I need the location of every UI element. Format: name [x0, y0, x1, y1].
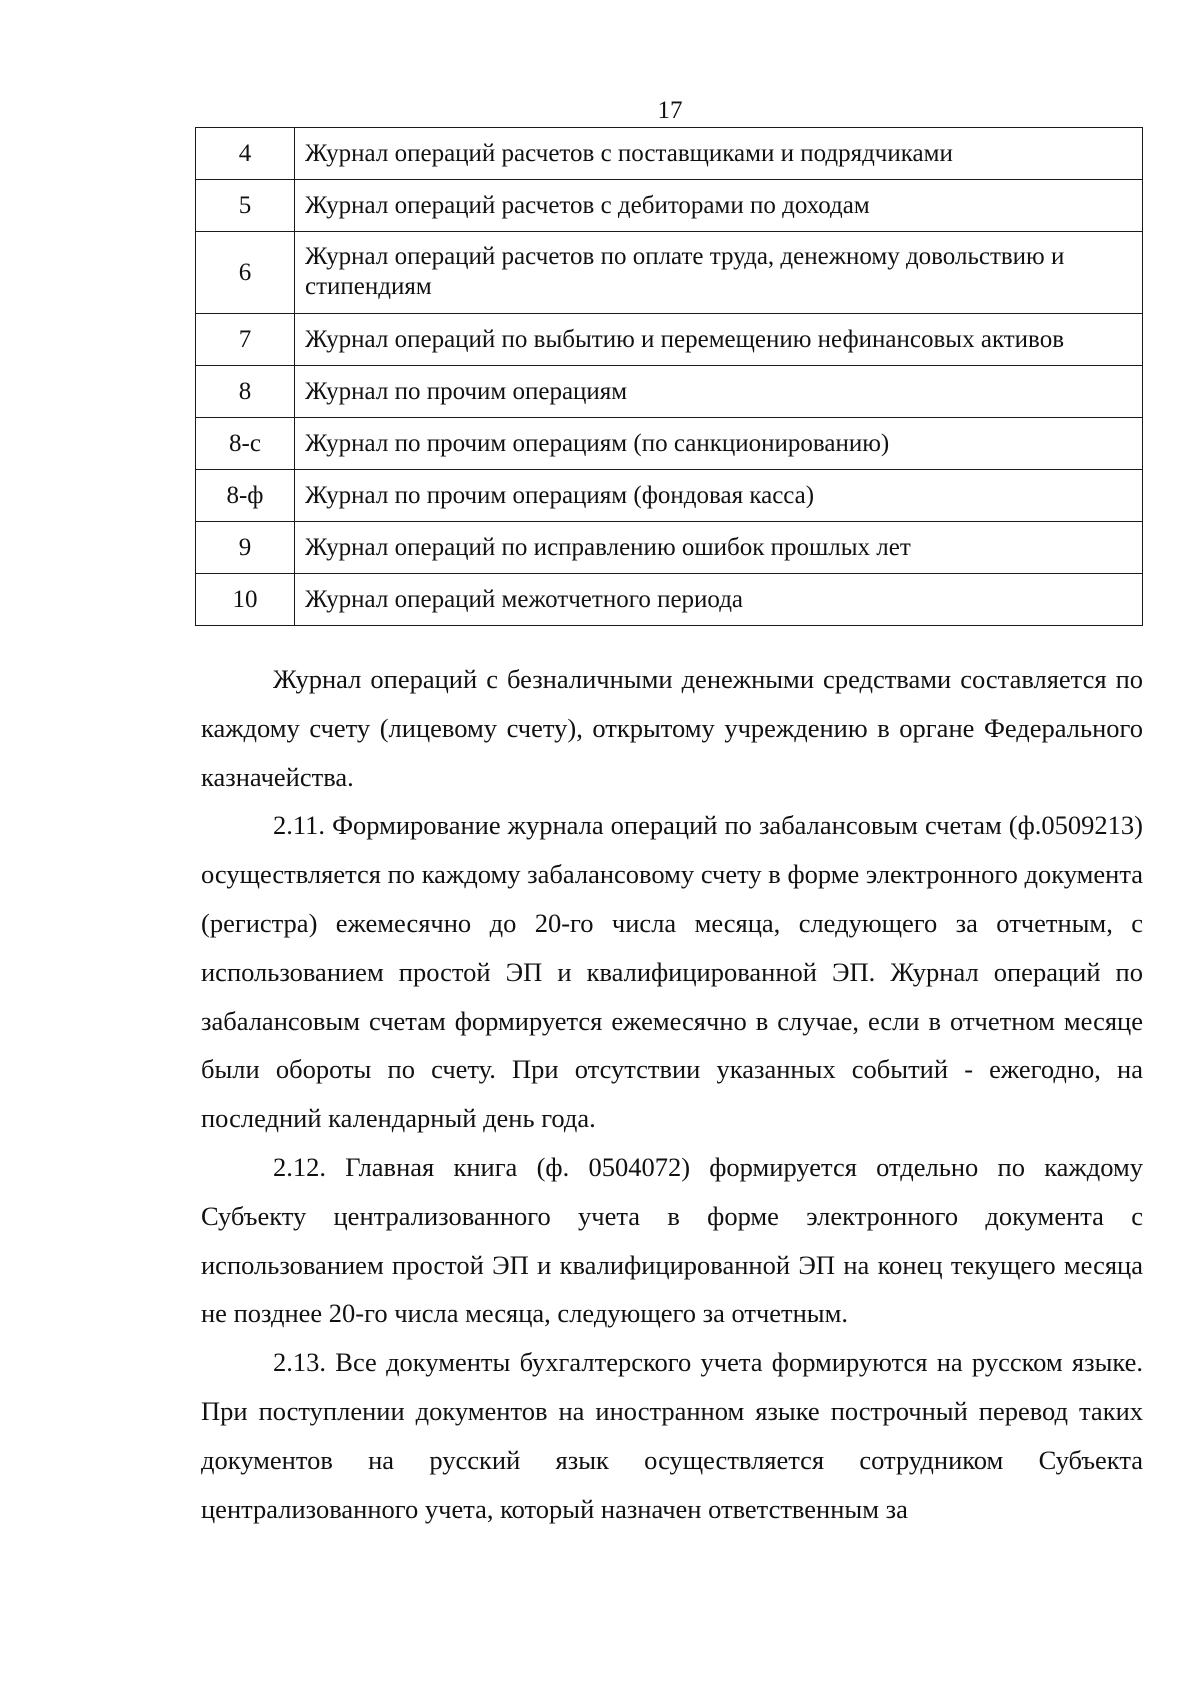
table-row — [196, 366, 1143, 418]
row-number: 8-с — [196, 418, 295, 470]
paragraph-2-12: 2.12. Главная книга (ф. 0504072) формируется отдельно по каждому Субъекту централизованного учета в форме электронного документа с использованием простой ЭП и квалифицированной ЭП на конец текущего месяца не позднее 20-го числа месяца, следующего за отчетным. — [201, 1151, 1143, 1329]
row-number: 8 — [196, 366, 295, 418]
paragraph-2-13: 2.13. Все документы бухгалтерского учета формируются на русском языке. При поступлении документов на иностранном языке построчный перевод таких документов на русский язык осуществляется сотрудником Субъекта централизованного учета, который назначен ответственным за — [201, 1347, 1143, 1524]
journal-name: Журнал операций расчетов по оплате труда, денежному довольствию и стипендиям — [295, 232, 1143, 314]
journal-name: Журнал операций по исправлению ошибок прошлых лет — [295, 522, 1143, 574]
paragraph-2-11: 2.11. Формирование журнала операций по забалансовым счетам (ф.0509213) осуществляется по каждому забалансовому счету в форме электронного документа (регистра) ежемесячно до 20-го числа месяца, следующего за отчетным, с использованием простой ЭП и квалифицированной ЭП. Журнал операций по забалансовым счетам формируется ежемесячно в случае, если в отчетном месяце были обороты по счету. При отсутствии указанных событий - ежегодно, на последний календарный день года. — [201, 810, 1143, 1134]
paragraph-cashless-journal: Журнал операций с безналичными денежными средствами составляется по каждому счету (лицевому счету), открытому учреждению в органе Федерального казначейства. — [201, 664, 1143, 792]
table-row — [196, 180, 1143, 232]
table-row — [196, 314, 1143, 366]
journal-name: Журнал по прочим операциям (по санкционированию) — [295, 418, 1143, 470]
table-row — [196, 418, 1143, 470]
journal-table — [195, 127, 1143, 626]
table-row — [196, 128, 1143, 180]
row-number: 6 — [196, 232, 295, 314]
journal-name: Журнал по прочим операциям (фондовая касса) — [295, 470, 1143, 522]
row-number: 8-ф — [196, 470, 295, 522]
journal-name: Журнал по прочим операциям — [295, 366, 1143, 418]
journal-name: Журнал операций по выбытию и перемещению нефинансовых активов — [295, 314, 1143, 366]
row-number: 9 — [196, 522, 295, 574]
document-body — [201, 655, 1143, 1533]
table-row — [196, 232, 1143, 314]
row-number: 7 — [196, 314, 295, 366]
row-number: 10 — [196, 574, 295, 626]
page-number: 17 — [657, 97, 683, 124]
table-row — [196, 470, 1143, 522]
journal-name: Журнал операций межотчетного периода — [295, 574, 1143, 626]
table-row — [196, 574, 1143, 626]
row-number: 4 — [196, 128, 295, 180]
table-row — [196, 522, 1143, 574]
journal-name: Журнал операций расчетов с дебиторами по доходам — [295, 180, 1143, 232]
journal-name: Журнал операций расчетов с поставщиками и подрядчиками — [295, 128, 1143, 180]
row-number: 5 — [196, 180, 295, 232]
